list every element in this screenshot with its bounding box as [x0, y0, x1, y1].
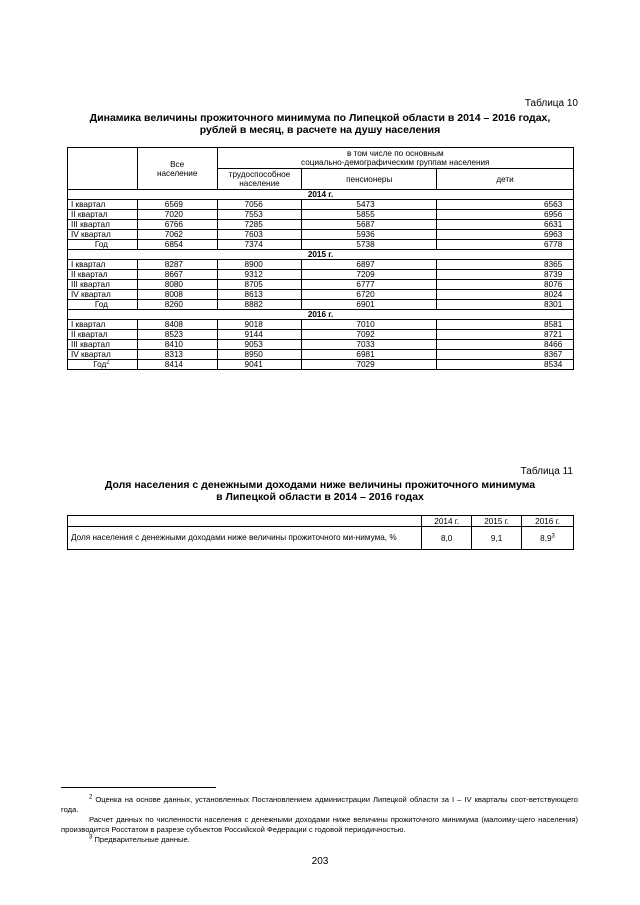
row-label-text: I квартал — [71, 200, 106, 209]
footnote-2-mark: 2 — [89, 794, 93, 801]
cell-children: 6963 — [437, 230, 574, 240]
table11-year-2015: 2015 г. — [472, 516, 522, 527]
cell-pensioners: 5473 — [302, 200, 437, 210]
cell-pensioners: 7092 — [302, 330, 437, 340]
cell-pensioners: 6777 — [302, 280, 437, 290]
header-pensioners: пенсионеры — [302, 169, 437, 190]
row-label-text: III квартал — [71, 340, 110, 349]
table-row — [68, 340, 574, 350]
table11-title-line2: в Липецкой области в 2014 – 2016 годах — [216, 491, 424, 503]
cell-all-population: 8287 — [137, 260, 217, 270]
table-row — [68, 360, 574, 370]
footnote-ref-2: 2 — [106, 359, 110, 366]
row-label-text: IV квартал — [71, 290, 111, 299]
cell-all-population: 8523 — [137, 330, 217, 340]
cell-pensioners: 7029 — [302, 360, 437, 370]
cell-working-age: 9041 — [217, 360, 302, 370]
row-label — [68, 340, 138, 350]
row-label-text: II квартал — [71, 210, 108, 219]
cell-pensioners: 7033 — [302, 340, 437, 350]
table11-title — [60, 479, 580, 503]
cell-pensioners: 6981 — [302, 350, 437, 360]
footnote-3 — [61, 835, 578, 845]
header-working-age — [217, 169, 302, 190]
table11-year-2014: 2014 г. — [422, 516, 472, 527]
footnote-divider — [61, 787, 216, 788]
cell-working-age: 9018 — [217, 320, 302, 330]
table11-value-2015: 9,1 — [472, 527, 522, 550]
cell-all-population: 8667 — [137, 270, 217, 280]
cell-children: 6563 — [437, 200, 574, 210]
footnote-3-text: Предварительные данные. — [94, 835, 190, 844]
table-row — [68, 230, 574, 240]
table10 — [67, 147, 574, 370]
cell-all-population: 7020 — [137, 210, 217, 220]
table-row — [68, 300, 574, 310]
row-label — [68, 220, 138, 230]
cell-all-population: 8313 — [137, 350, 217, 360]
cell-working-age: 7285 — [217, 220, 302, 230]
row-label — [68, 270, 138, 280]
cell-pensioners: 5687 — [302, 220, 437, 230]
cell-children: 8301 — [437, 300, 574, 310]
cell-all-population: 6854 — [137, 240, 217, 250]
cell-all-population: 8260 — [137, 300, 217, 310]
table11-number: Таблица 11 — [520, 466, 573, 477]
cell-pensioners: 6720 — [302, 290, 437, 300]
cell-children: 8466 — [437, 340, 574, 350]
table-row — [68, 240, 574, 250]
cell-pensioners: 6901 — [302, 300, 437, 310]
table-row — [68, 330, 574, 340]
cell-working-age: 8613 — [217, 290, 302, 300]
row-label — [68, 290, 138, 300]
table10-body — [68, 190, 574, 370]
table11-value-2016-number: 8,9 — [540, 533, 552, 543]
cell-working-age: 9144 — [217, 330, 302, 340]
cell-pensioners: 7209 — [302, 270, 437, 280]
cell-all-population: 6766 — [137, 220, 217, 230]
table11-value-2016 — [522, 527, 574, 550]
table-row — [68, 350, 574, 360]
table-row — [68, 270, 574, 280]
cell-all-population: 8414 — [137, 360, 217, 370]
year-row: 2016 г. — [68, 310, 574, 320]
cell-all-population: 7062 — [137, 230, 217, 240]
cell-working-age: 8900 — [217, 260, 302, 270]
cell-pensioners: 5936 — [302, 230, 437, 240]
table11-value-2014: 8,0 — [422, 527, 472, 550]
footnotes — [61, 795, 578, 845]
cell-children: 6956 — [437, 210, 574, 220]
cell-working-age: 7603 — [217, 230, 302, 240]
cell-children: 8581 — [437, 320, 574, 330]
cell-all-population: 8410 — [137, 340, 217, 350]
table-row — [68, 260, 574, 270]
table-row — [68, 220, 574, 230]
year-row: 2015 г. — [68, 250, 574, 260]
row-label-text: I квартал — [71, 260, 106, 269]
year-row: 2014 г. — [68, 190, 574, 200]
cell-pensioners: 5855 — [302, 210, 437, 220]
cell-children: 8721 — [437, 330, 574, 340]
header-incl-line1: в том числе по основным — [346, 149, 444, 158]
header-working-line1: трудоспособное — [228, 170, 291, 179]
cell-children: 8365 — [437, 260, 574, 270]
header-empty — [68, 148, 138, 190]
cell-pensioners: 7010 — [302, 320, 437, 330]
table-row — [68, 200, 574, 210]
row-label — [68, 200, 138, 210]
cell-pensioners: 6897 — [302, 260, 437, 270]
header-all-line2: население — [156, 168, 198, 178]
table-row — [68, 320, 574, 330]
cell-working-age: 8705 — [217, 280, 302, 290]
row-label — [68, 280, 138, 290]
row-label-text: Год — [94, 300, 108, 309]
header-incl-line2: социально-демографическим группам населения — [301, 158, 490, 167]
cell-children: 8534 — [437, 360, 574, 370]
table-row — [68, 290, 574, 300]
cell-all-population: 8080 — [137, 280, 217, 290]
cell-working-age: 9312 — [217, 270, 302, 280]
cell-children: 6778 — [437, 240, 574, 250]
table-row — [68, 280, 574, 290]
header-all-population — [137, 148, 217, 190]
header-children: дети — [437, 169, 574, 190]
cell-children: 8739 — [437, 270, 574, 280]
table10-title-line2: рублей в месяц, в расчете на душу населения — [199, 124, 441, 136]
cell-children: 8024 — [437, 290, 574, 300]
header-working-line2: население — [239, 179, 280, 188]
footnote-2 — [61, 795, 578, 815]
cell-working-age: 8882 — [217, 300, 302, 310]
row-label-text: IV квартал — [71, 350, 111, 359]
row-label-text: Год — [94, 240, 108, 249]
header-including — [217, 148, 573, 169]
row-label — [68, 360, 138, 370]
table10-number: Таблица 10 — [524, 98, 578, 109]
table11-row-label: Доля населения с денежными доходами ниже величины прожиточного ми-нимума, % — [68, 527, 422, 550]
footnote-ref-3: 3 — [551, 532, 555, 539]
table11-header-empty — [68, 516, 422, 527]
row-label-text: II квартал — [71, 330, 108, 339]
row-label — [68, 240, 138, 250]
cell-working-age: 9053 — [217, 340, 302, 350]
footnote-3-mark: 3 — [89, 834, 93, 841]
row-label — [68, 260, 138, 270]
table-row — [68, 210, 574, 220]
row-label — [68, 350, 138, 360]
cell-working-age: 7553 — [217, 210, 302, 220]
cell-working-age: 8950 — [217, 350, 302, 360]
row-label-text: III квартал — [71, 280, 110, 289]
row-label — [68, 300, 138, 310]
cell-children: 6631 — [437, 220, 574, 230]
table10-title — [60, 112, 580, 136]
cell-all-population: 8408 — [137, 320, 217, 330]
table11 — [67, 515, 574, 550]
cell-pensioners: 5738 — [302, 240, 437, 250]
table10-title-line1: Динамика величины прожиточного минимума по Липецкой области в 2014 – 2016 годах, — [89, 112, 551, 124]
row-label-text: III квартал — [71, 220, 110, 229]
table11-title-line1: Доля населения с денежными доходами ниже величины прожиточного минимума — [104, 479, 536, 491]
cell-children: 8367 — [437, 350, 574, 360]
row-label-text: Год — [93, 360, 107, 369]
table11-year-2016: 2016 г. — [522, 516, 574, 527]
row-label — [68, 330, 138, 340]
header-all-line1: Все — [170, 159, 185, 169]
cell-all-population: 8008 — [137, 290, 217, 300]
cell-working-age: 7056 — [217, 200, 302, 210]
footnote-2-text: Оценка на основе данных, установленных Постановлением администрации Липецкой области за I – IV кварталы соот-ветствующего года. — [61, 795, 578, 814]
cell-children: 8076 — [437, 280, 574, 290]
cell-working-age: 7374 — [217, 240, 302, 250]
row-label — [68, 320, 138, 330]
row-label-text: I квартал — [71, 320, 106, 329]
page-number: 203 — [311, 856, 329, 867]
row-label — [68, 230, 138, 240]
row-label-text: II квартал — [71, 270, 108, 279]
row-label — [68, 210, 138, 220]
footnote-2-continued: Расчет данных по численности населения с денежными доходами ниже величины прожиточного минимума (малоиму-щего населения) производится Росстатом в разрезе субъектов Российской Федерации с годовой периодичностью. — [61, 815, 578, 834]
cell-all-population: 6569 — [137, 200, 217, 210]
row-label-text: IV квартал — [71, 230, 111, 239]
